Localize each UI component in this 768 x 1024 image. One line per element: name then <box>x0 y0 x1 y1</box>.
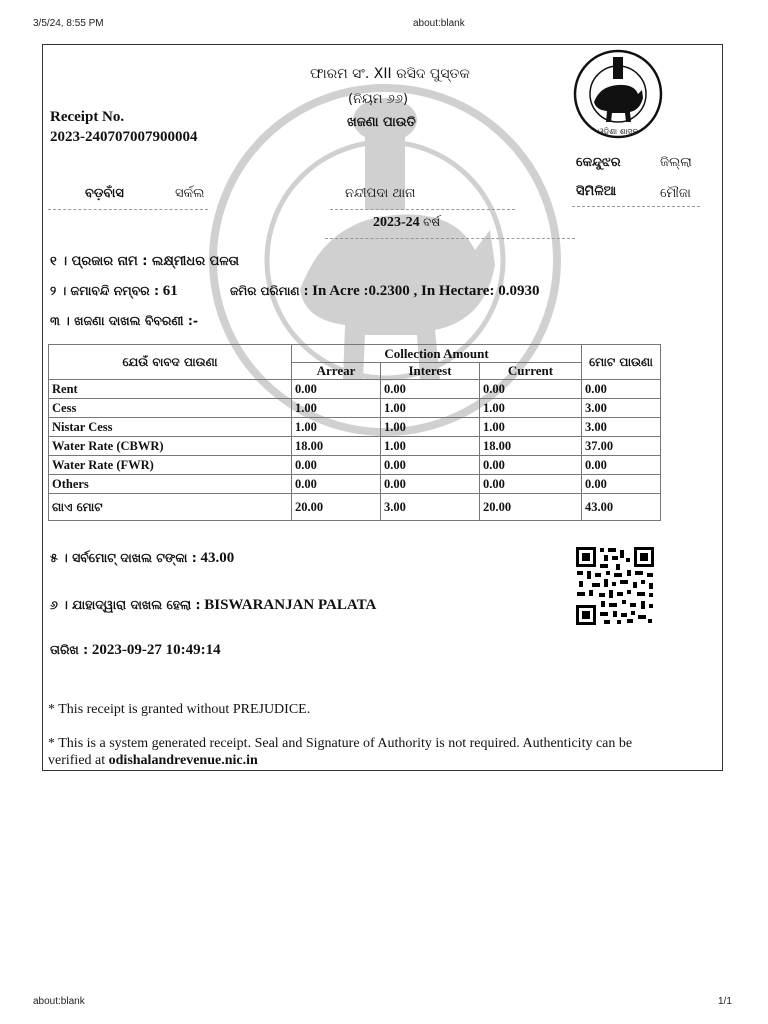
table-cell: 20.00 <box>292 494 381 521</box>
total-paid-line <box>50 550 234 567</box>
table-cell: 0.00 <box>381 475 480 494</box>
paid-by-name: BISWARANJAN PALATA <box>204 597 377 613</box>
system-note-prefix: verified at <box>48 753 106 768</box>
date-label: ତାରିଖ : <box>50 642 89 657</box>
print-page-title: about:blank <box>413 18 465 29</box>
table-cell: 0.00 <box>480 380 582 399</box>
table-cell: 3.00 <box>582 399 661 418</box>
table-cell: 1.00 <box>292 399 381 418</box>
date-line <box>50 642 221 659</box>
qr-code-icon <box>575 546 655 626</box>
system-note <box>48 735 688 769</box>
print-page-count: 1/1 <box>718 996 732 1007</box>
table-cell: Water Rate (CBWR) <box>49 437 292 456</box>
receipt-label: Receipt No. <box>50 109 125 125</box>
table-row <box>49 399 661 418</box>
tenant-line <box>50 254 239 269</box>
rule-text: (ନିୟମ ୬୬) <box>348 92 409 107</box>
dash-line-year <box>325 238 575 239</box>
doc-title: ଖଜଣା ପାଉତି <box>347 115 416 130</box>
col-head-arrear: Arrear <box>292 363 381 380</box>
year-line <box>373 215 440 231</box>
table-cell: 20.00 <box>480 494 582 521</box>
col-head-interest: Interest <box>381 363 480 380</box>
table-cell: 18.00 <box>480 437 582 456</box>
circle-label: ସର୍କଲ <box>175 186 205 201</box>
table-cell: 37.00 <box>582 437 661 456</box>
table-cell: 43.00 <box>582 494 661 521</box>
table-cell: Rent <box>49 380 292 399</box>
dash-line-right <box>572 206 700 207</box>
table-cell: 1.00 <box>480 399 582 418</box>
odisha-emblem-icon <box>572 48 664 140</box>
table-cell: Water Rate (FWR) <box>49 456 292 475</box>
year-label: ବର୍ଷ <box>423 215 441 229</box>
table-cell: 3.00 <box>582 418 661 437</box>
print-datetime: 3/5/24, 8:55 PM <box>33 18 104 29</box>
area-value: In Acre :0.2300 , In Hectare: 0.0930 <box>312 283 540 299</box>
table-cell: 1.00 <box>381 418 480 437</box>
table-row <box>49 437 661 456</box>
col-head-current: Current <box>480 363 582 380</box>
table-cell: 0.00 <box>480 475 582 494</box>
area-line <box>230 283 539 300</box>
table-row <box>49 380 661 399</box>
khata-number: 61 <box>162 283 178 299</box>
system-note-text: * This is a system generated receipt. Seal and Signature of Authority is not required. Authenticity can be <box>48 736 633 751</box>
village-label: ମୌଜା <box>660 186 691 201</box>
table-cell: 1.00 <box>381 437 480 456</box>
table-cell: 0.00 <box>582 380 661 399</box>
paid-by-label: ୬ । ଯାହାଦ୍ୱାରା ଦାଖଲ ହେଲା : <box>50 597 201 612</box>
table-cell: ଗାଏ ମୋଟ <box>49 494 292 521</box>
table-row <box>49 418 661 437</box>
emblem-caption: ଓଡ଼ିଶା ଶାସନ <box>597 127 639 136</box>
table-cell: 1.00 <box>480 418 582 437</box>
prejudice-note: * This receipt is granted without PREJUDICE. <box>48 702 311 717</box>
table-row <box>49 475 661 494</box>
table-cell: 0.00 <box>292 380 381 399</box>
form-title: ଫାରମ ସଂ. XII ରସିଦ ପୁସ୍ତକ <box>310 66 470 82</box>
khata-label: ୨ । ଜମାବନ୍ଦି ନମ୍ବର : <box>50 283 160 298</box>
total-paid-value: 43.00 <box>200 550 235 566</box>
table-row <box>49 456 661 475</box>
year-value: 2023-24 <box>373 215 420 230</box>
col-head-collection: Collection Amount <box>292 345 582 363</box>
tenant-name: ଲକ୍ଷ୍ମୀଧର ପଳତା <box>152 254 240 269</box>
table-cell: 0.00 <box>292 475 381 494</box>
table-cell: 0.00 <box>381 456 480 475</box>
table-cell: 1.00 <box>381 399 480 418</box>
table-cell: 0.00 <box>480 456 582 475</box>
area-label: ଜମିର ପରିମାଣ : <box>230 284 309 298</box>
table-cell: 0.00 <box>582 456 661 475</box>
date-value: 2023-09-27 10:49:14 <box>91 642 221 658</box>
district-name: କେନ୍ଦୁଝର <box>576 155 621 170</box>
table-cell: 18.00 <box>292 437 381 456</box>
khata-line <box>50 283 178 300</box>
table-cell: 0.00 <box>381 380 480 399</box>
verification-link[interactable]: odishalandrevenue.nic.in <box>108 753 258 768</box>
table-cell: Nistar Cess <box>49 418 292 437</box>
detail-label: ୩ । ଖଜଣା ଦାଖଲ ବିବରଣୀ :- <box>50 313 199 328</box>
collection-table <box>48 344 661 521</box>
paid-by-line <box>50 597 376 614</box>
tenant-label: ୧ । ପ୍ରଜାର ନାମ : <box>50 254 148 269</box>
table-total-row <box>49 494 661 521</box>
district-label: ଜିଲ୍ଲା <box>660 155 692 170</box>
police-station: ନନ୍ଦୀପଦା ଥାନା <box>345 186 416 201</box>
table-cell: Cess <box>49 399 292 418</box>
table-cell: Others <box>49 475 292 494</box>
circle-name: ବଡ଼ବାଁସ <box>85 186 124 201</box>
table-cell: 3.00 <box>381 494 480 521</box>
print-footer-url: about:blank <box>33 996 85 1007</box>
receipt-number: 2023-240707007900004 <box>50 129 198 145</box>
dash-line-mid <box>330 209 515 210</box>
col-head-total: ମୋଟ ପାଉଣା <box>582 345 661 380</box>
table-cell: 0.00 <box>292 456 381 475</box>
table-cell: 0.00 <box>582 475 661 494</box>
dash-line-left <box>48 209 208 210</box>
col-head-purpose: ଯେଉଁ ବାବଦ ପାଉଣା <box>49 345 292 380</box>
table-cell: 1.00 <box>292 418 381 437</box>
village-name: ସିମିଳିଆ <box>576 184 617 199</box>
total-paid-label: ୫ । ସର୍ବମୋଟ୍ ଦାଖଲ ଟଙ୍କା : <box>50 550 197 565</box>
